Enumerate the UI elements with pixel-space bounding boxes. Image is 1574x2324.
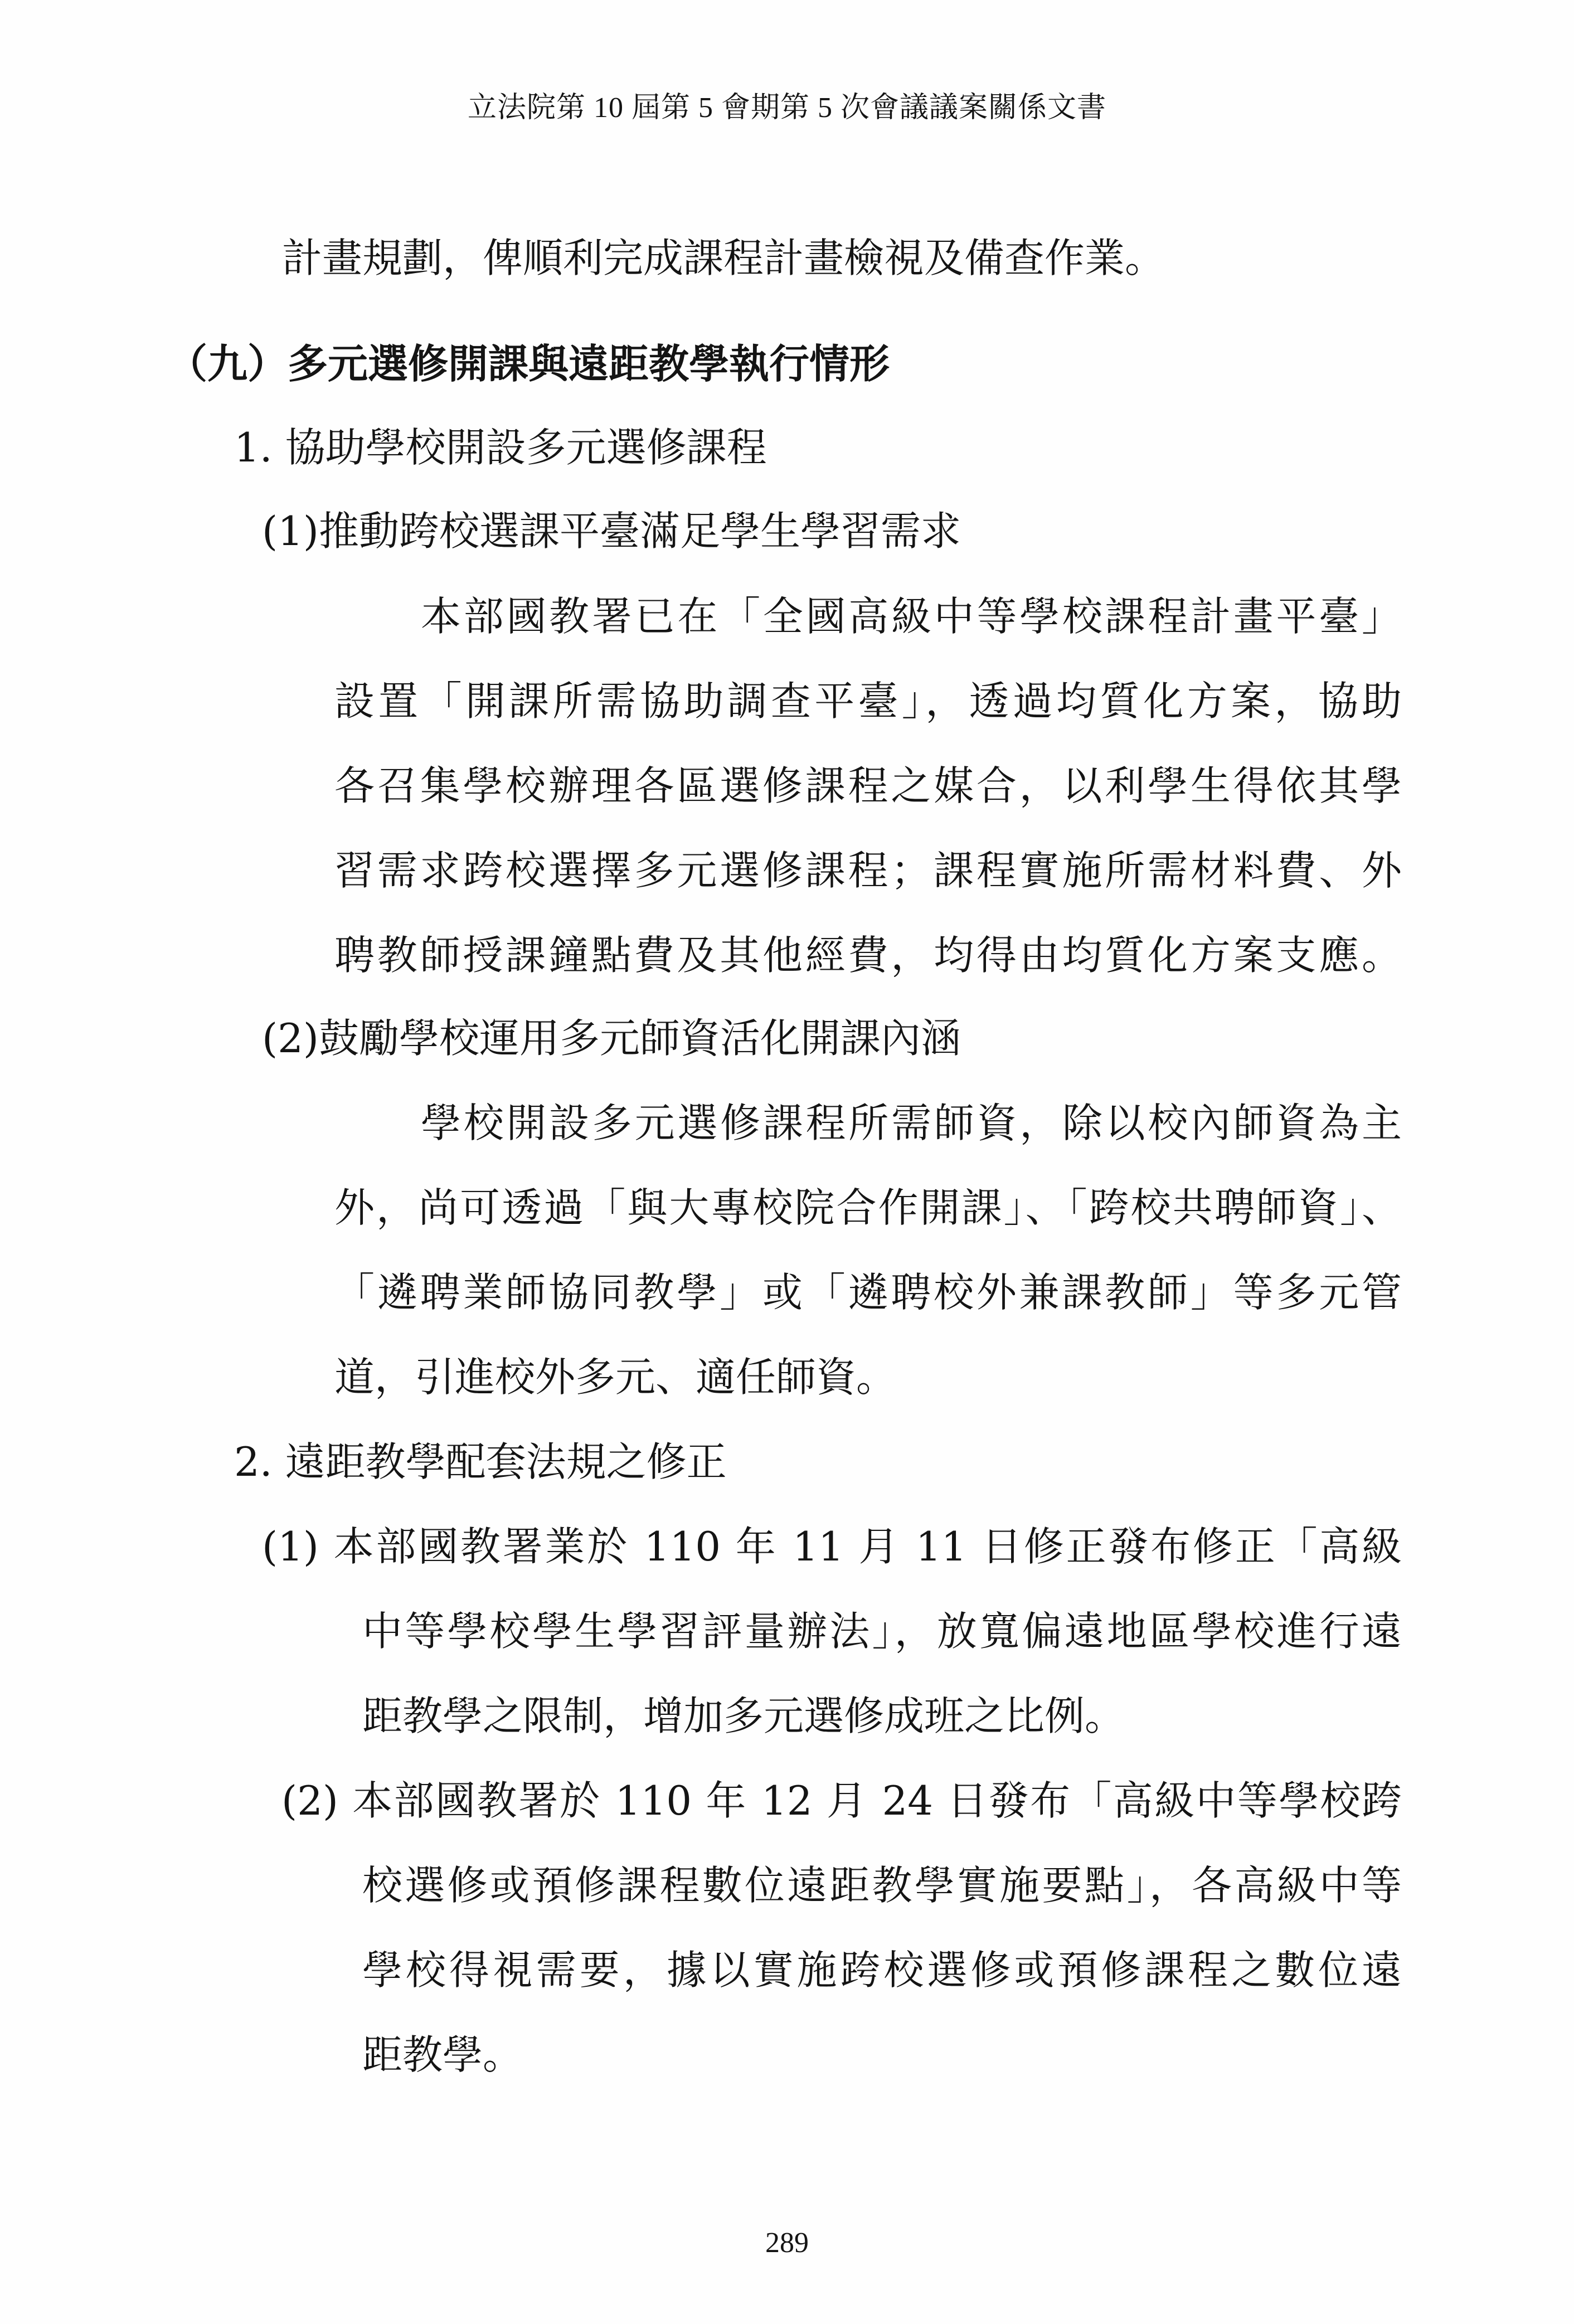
section-heading: （九）多元選修開課與遠距教學執行情形	[167, 340, 890, 387]
item-heading: (1)推動跨校選課平臺滿足學生學習需求	[262, 508, 961, 555]
item-line: (1) 本部國教署業於 110 年 11 月 11 日修正發布修正「高級	[262, 1523, 1402, 1570]
page-number: 289	[765, 2227, 809, 2259]
paragraph-line: 計畫規劃，俾順利完成課程計畫檢視及備查作業。	[282, 235, 1165, 281]
paragraph-line: 學校開設多元選修課程所需師資，除以校內師資為主	[421, 1100, 1402, 1146]
item-line: 校選修或預修課程數位遠距教學實施要點」，各高級中等	[362, 1862, 1402, 1909]
page-header: 立法院第 10 屆第 5 會期第 5 次會議議案關係文書	[467, 92, 1106, 124]
item-heading: (2)鼓勵學校運用多元師資活化開課內涵	[262, 1015, 961, 1062]
item-line: 距教學。	[362, 2031, 523, 2078]
paragraph-line: 道，引進校外多元、適任師資。	[334, 1354, 897, 1401]
paragraph-line: 習需求跨校選擇多元選修課程；課程實施所需材料費、外	[334, 847, 1402, 894]
item-line: 中等學校學生學習評量辦法」，放寬偏遠地區學校進行遠	[362, 1608, 1402, 1655]
item-line: 距教學之限制，增加多元選修成班之比例。	[362, 1693, 1125, 1739]
subsection-heading: 1. 協助學校開設多元選修課程	[234, 424, 767, 471]
paragraph-line: 外，尚可透過「與大專校院合作開課」、「跨校共聘師資」、	[334, 1184, 1402, 1231]
subsection-heading: 2. 遠距教學配套法規之修正	[234, 1438, 727, 1485]
item-line: 學校得視需要，據以實施跨校選修或預修課程之數位遠	[362, 1947, 1402, 1994]
paragraph-line: 各召集學校辦理各區選修課程之媒合，以利學生得依其學	[334, 762, 1402, 809]
paragraph-line: 聘教師授課鐘點費及其他經費，均得由均質化方案支應。	[334, 932, 1402, 979]
item-line: (2) 本部國教署於 110 年 12 月 24 日發布「高級中等學校跨	[281, 1777, 1402, 1824]
paragraph-line: 「遴聘業師協同教學」或「遴聘校外兼課教師」等多元管	[334, 1269, 1402, 1316]
paragraph-line: 設置「開課所需協助調查平臺」，透過均質化方案，協助	[334, 678, 1402, 725]
paragraph-line: 本部國教署已在「全國高級中等學校課程計畫平臺」	[421, 593, 1402, 640]
